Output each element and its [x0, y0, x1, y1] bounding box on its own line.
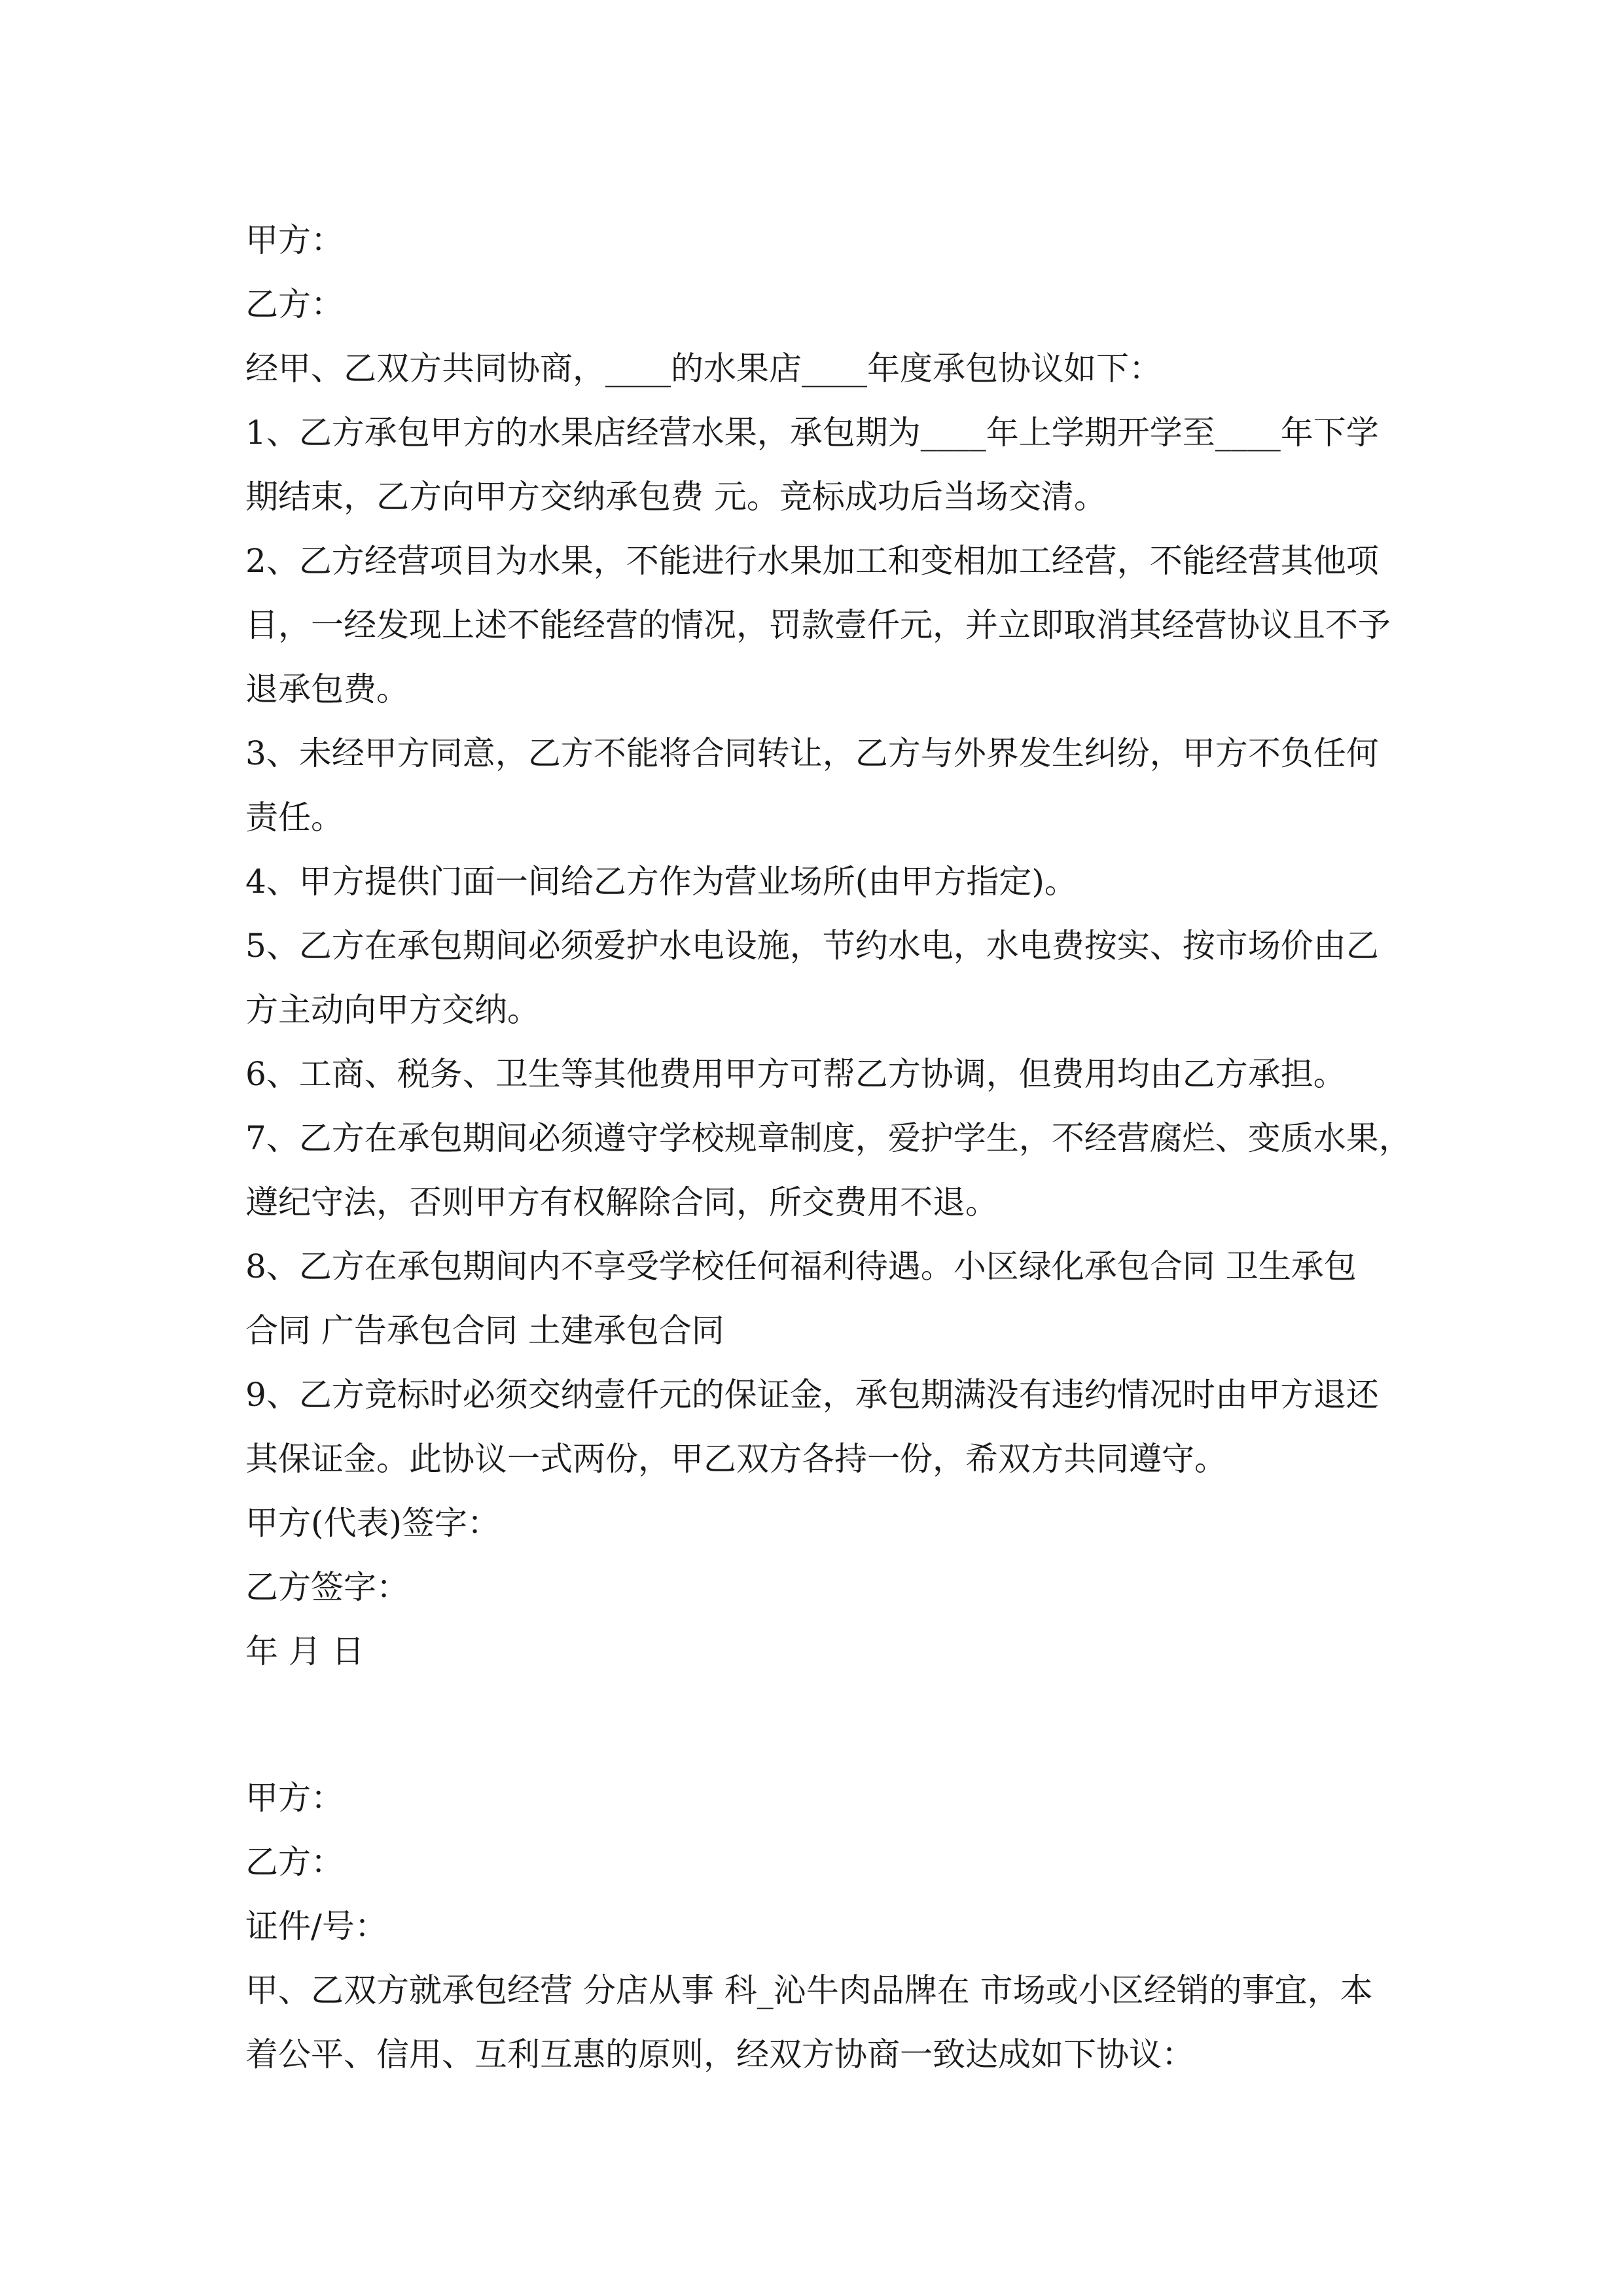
clause-2-line-1: 2、乙方经营项目为水果，不能进行水果加工和变相加工经营，不能经营其他项: [245, 542, 1379, 580]
party-b-signature: 乙方签字：: [245, 1568, 409, 1606]
clause-1-line-2: 期结束，乙方向甲方交纳承包费 元。竞标成功后当场交清。: [245, 478, 1107, 516]
intro-paragraph-line-2: 着公平、信用、互利互惠的原则，经双方协商一致达成如下协议：: [245, 2036, 1194, 2073]
clause-8-line-2: 合同 广告承包合同 土建承包合同: [245, 1312, 724, 1350]
intro-paragraph-line-1: 甲、乙双方就承包经营 分店从事 科_沁牛肉品牌在 市场或小区经销的事宜，本: [245, 1971, 1373, 2009]
clause-7-line-1: 7、乙方在承包期间必须遵守学校规章制度，爱护学生，不经营腐烂、变质水果，: [245, 1119, 1412, 1157]
clause-3-line-2: 责任。: [245, 798, 344, 836]
clause-2-line-3: 退承包费。: [245, 670, 409, 708]
clause-6: 6、工商、税务、卫生等其他费用甲方可帮乙方协调，但费用均由乙方承担。: [245, 1055, 1346, 1093]
signature-date: 年 月 日: [245, 1632, 365, 1670]
clause-1-line-1: 1、乙方承包甲方的水果店经营水果，承包期为____年上学期开学至____年下学: [245, 414, 1379, 452]
document-body: [245, 208, 1412, 2087]
clause-2-line-2: 目，一经发现上述不能经营的情况，罚款壹仟元，并立即取消其经营协议且不予: [245, 606, 1391, 644]
clause-5-line-2: 方主动向甲方交纳。: [245, 991, 540, 1029]
clause-5-line-1: 5、乙方在承包期间必须爱护水电设施，节约水电，水电费按实、按市场价由乙: [245, 927, 1379, 965]
contract-section-2: [245, 1766, 1384, 2087]
party-a-label: 甲方：: [245, 221, 344, 259]
party-b-label: 乙方：: [245, 285, 344, 323]
intro-paragraph: 经甲、乙双方共同协商，____的水果店____年度承包协议如下：: [245, 350, 1162, 387]
id-number-label: 证件/号：: [245, 1907, 387, 1945]
clause-8-line-1: 8、乙方在承包期间内不享受学校任何福利待遇。小区绿化承包合同 卫生承包: [245, 1247, 1357, 1285]
clause-9-line-2: 其保证金。此协议一式两份，甲乙双方各持一份，希双方共同遵守。: [245, 1440, 1227, 1478]
clause-9-line-1: 9、乙方竞标时必须交纳壹仟元的保证金，承包期满没有违约情况时由甲方退还: [245, 1376, 1379, 1414]
clause-3-line-1: 3、未经甲方同意，乙方不能将合同转让，乙方与外界发生纠纷，甲方不负任何: [245, 734, 1379, 772]
section-gap: [245, 1683, 1384, 1766]
clause-4: 4、甲方提供门面一间给乙方作为营业场所(由甲方指定)。: [245, 863, 1077, 901]
party-b-label: 乙方：: [245, 1843, 344, 1881]
party-a-label: 甲方：: [245, 1779, 344, 1817]
party-a-signature: 甲方(代表)签字：: [245, 1504, 501, 1542]
contract-section-1: [245, 208, 1412, 1683]
clause-7-line-2: 遵纪守法，否则甲方有权解除合同，所交费用不退。: [245, 1183, 998, 1221]
